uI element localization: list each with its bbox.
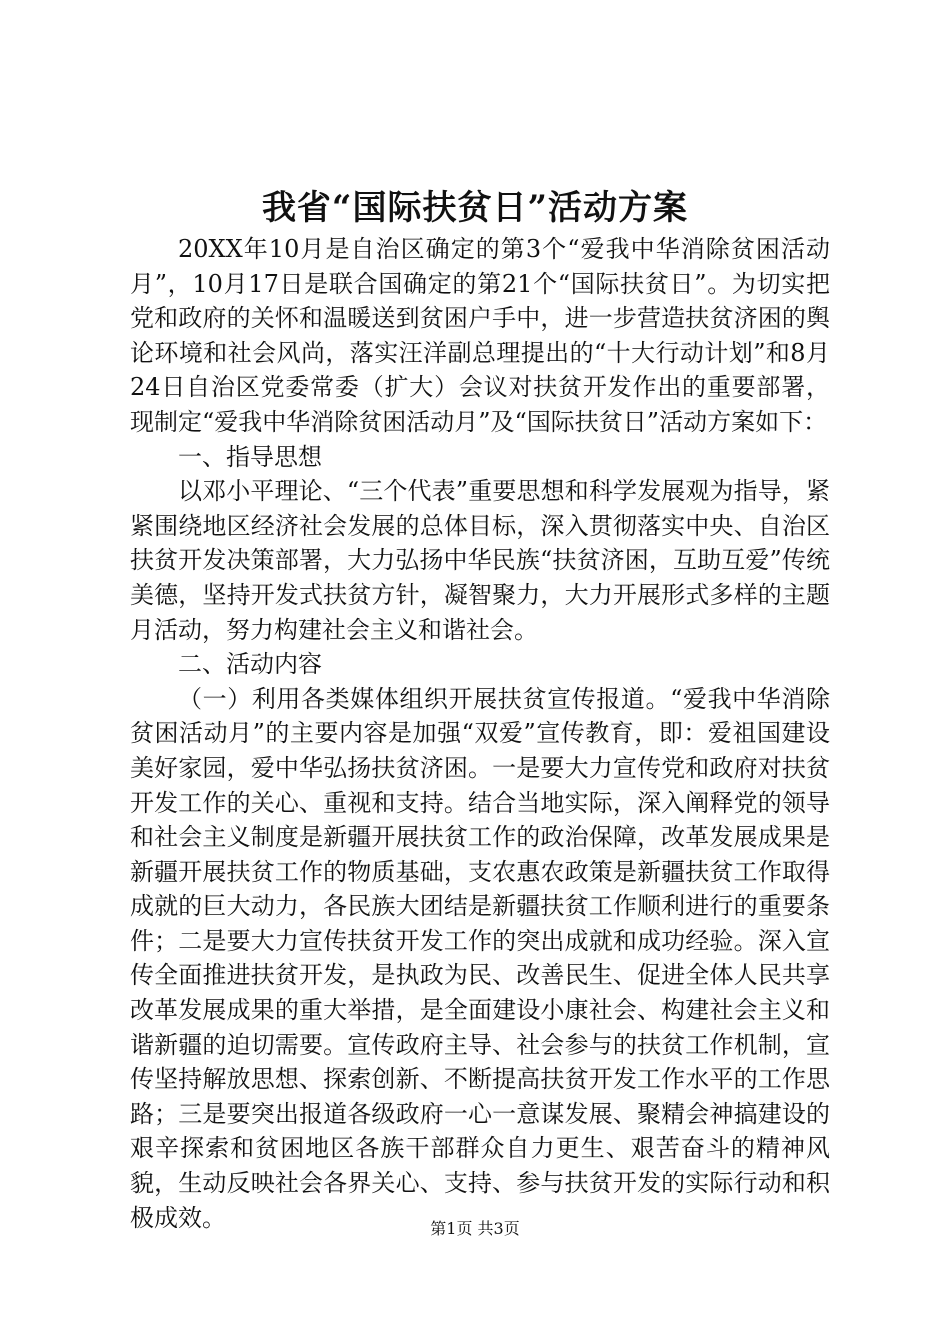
guiding-ideology-paragraph: 以邓小平理论、“三个代表”重要思想和科学发展观为指导，紧紧围绕地区经济社会发展的总体目标，深入贯彻落实中央、自治区扶贫开发决策部署，大力弘扬中华民族“扶贫济困，互助互爱”传统美德，坚持开发式扶贫方针，凝智聚力，大力开展形式多样的主题月活动，努力构建社会主义和谐社会。 [130, 477, 830, 644]
document-body [130, 232, 830, 1235]
document-title: 我省“国际扶贫日”活动方案 [261, 188, 689, 228]
section-heading-guiding-ideology: 一、指导思想 [178, 442, 322, 471]
intro-paragraph: 20XX年10月是自治区确定的第3个“爱我中华消除贫困活动月”，10月17日是联合国确定的第21个“国际扶贫日”。为切实把党和政府的关怀和温暖送到贫困户手中，进一步营造扶贫济困的舆论环境和社会风尚，落实汪洋副总理提出的“十大行动计划”和8月24日自治区党委常委（扩大）会议对扶贫开发作出的重要部署，现制定“爱我中华消除贫困活动月”及“国际扶贫日”活动方案如下： [130, 235, 830, 436]
section-heading-activity-content: 二、活动内容 [178, 650, 322, 679]
activity-content-paragraph: （一）利用各类媒体组织开展扶贫宣传报道。“爱我中华消除贫困活动月”的主要内容是加强“双爱”宣传教育，即：爱祖国建设美好家园，爱中华弘扬扶贫济困。一是要大力宣传党和政府对扶贫开发工作的关心、重视和支持。结合当地实际，深入阐释党的领导和社会主义制度是新疆开展扶贫工作的政治保障，改革发展成果是新疆开展扶贫工作的物质基础，支农惠农政策是新疆扶贫工作取得成就的巨大动力，各民族大团结是新疆扶贫工作顺利进行的重要条件；二是要大力宣传扶贫开发工作的突出成就和成功经验。深入宣传全面推进扶贫开发，是执政为民、改善民生、促进全体人民共享改革发展成果的重大举措，是全面建设小康社会、构建社会主义和谐新疆的迫切需要。宣传政府主导、社会参与的扶贫工作机制，宣传坚持解放思想、探索创新、不断提高扶贫开发工作水平的工作思路；三是要突出报道各级政府一心一意谋发展、聚精会神搞建设的艰辛探索和贫困地区各族干部群众自力更生、艰苦奋斗的精神风貌，生动反映社会各界关心、支持、参与扶贫开发的实际行动和积极成效。 [130, 684, 830, 1232]
page-footer: 第1页 共3页 [430, 1219, 520, 1238]
